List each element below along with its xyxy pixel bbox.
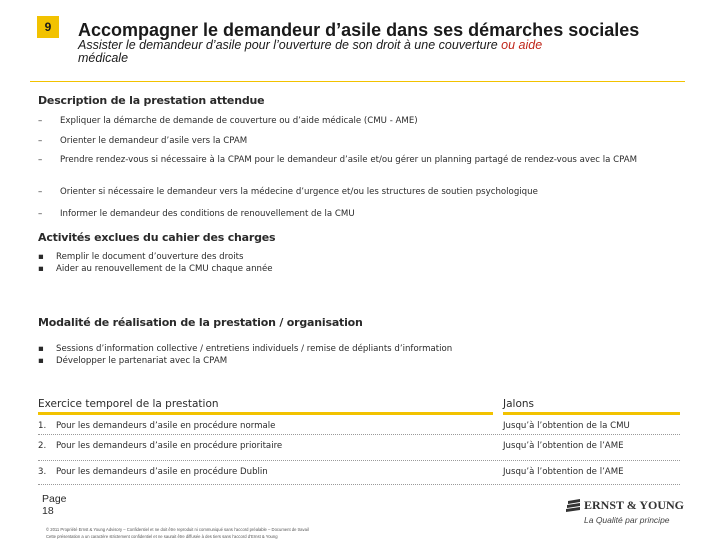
page-label-text: Page <box>42 493 67 505</box>
page-number-value: 18 <box>42 505 54 517</box>
schedule-col2-bar <box>503 412 680 415</box>
modality-item: ▪ Développer le partenariat avec la CPAM <box>38 356 228 366</box>
schedule-row-milestone: Jusqu’à l’obtention de la CMU <box>503 421 630 431</box>
schedule-row-number: 3. <box>38 467 47 477</box>
schedule-col2-heading: Jalons <box>503 398 534 410</box>
description-item: – Prendre rendez-vous si nécessaire à la CPAM pour le demandeur d’asile et/ou gérer un planning partagé de rendez-vous avec la CPAM <box>38 155 638 165</box>
schedule-row-label: Pour les demandeurs d’asile en procédure Dublin <box>56 467 268 477</box>
ernst-young-logo <box>566 498 686 532</box>
table-row-divider <box>38 484 680 485</box>
schedule-row-number: 2. <box>38 441 47 451</box>
table-row-divider <box>38 434 680 435</box>
slide-number-badge: 9 <box>37 16 59 38</box>
page-subtitle <box>78 39 678 65</box>
page-number <box>42 493 67 517</box>
ey-mark-icon <box>566 499 582 513</box>
modality-item: ▪ Sessions d’information collective / entretiens individuels / remise de dépliants d’information <box>38 344 453 354</box>
exclusion-item: ▪ Remplir le document d’ouverture des droits <box>38 252 244 262</box>
table-row-divider <box>38 460 680 461</box>
page-title: Accompagner le demandeur d’asile dans ses démarches sociales <box>78 20 640 40</box>
exclusions-heading: Activités exclues du cahier des charges <box>38 231 276 244</box>
schedule-row-number: 1. <box>38 421 47 431</box>
logo-tagline: La Qualité par principe <box>584 515 670 525</box>
description-item: – Orienter si nécessaire le demandeur vers la médecine d’urgence et/ou les structures de soutien psychologique <box>38 187 538 197</box>
subtitle-accent: ou aide <box>501 38 543 52</box>
schedule-row-label: Pour les demandeurs d’asile en procédure normale <box>56 421 276 431</box>
subtitle-part1: Assister le demandeur d’asile pour l’ouverture de son droit à une couverture <box>78 38 502 52</box>
description-heading: Description de la prestation attendue <box>38 94 265 107</box>
description-item: – Orienter le demandeur d’asile vers la CPAM <box>38 136 248 146</box>
logo-name: ERNST & YOUNG <box>584 498 685 512</box>
description-item: – Informer le demandeur des conditions de renouvellement de la CMU <box>38 209 355 219</box>
footer-fine-print-2: Cette présentation a un caractère strictement confidentiel et ne saurait être diffusée à des tiers sans l’accord d’Ernst & Young <box>46 534 278 539</box>
schedule-row-milestone: Jusqu’à l’obtention de l’AME <box>503 467 624 477</box>
schedule-col1-bar <box>38 412 493 415</box>
description-item: – Expliquer la démarche de demande de couverture ou d’aide médicale (CMU - AME) <box>38 116 418 126</box>
footer-fine-print: © 2011 Propriété Ernst & Young Advisory – Confidentiel et ne doit être reproduit ni communiqué sans l’accord préalable – Document de travail <box>46 527 309 532</box>
header-divider <box>30 81 685 82</box>
schedule-row-milestone: Jusqu’à l’obtention de l’AME <box>503 441 624 451</box>
subtitle-part2: médicale <box>78 51 129 65</box>
schedule-col1-heading: Exercice temporel de la prestation <box>38 398 219 410</box>
exclusion-item: ▪ Aider au renouvellement de la CMU chaque année <box>38 264 273 274</box>
modalities-heading: Modalité de réalisation de la prestation / organisation <box>38 316 363 329</box>
schedule-row-label: Pour les demandeurs d’asile en procédure prioritaire <box>56 441 283 451</box>
